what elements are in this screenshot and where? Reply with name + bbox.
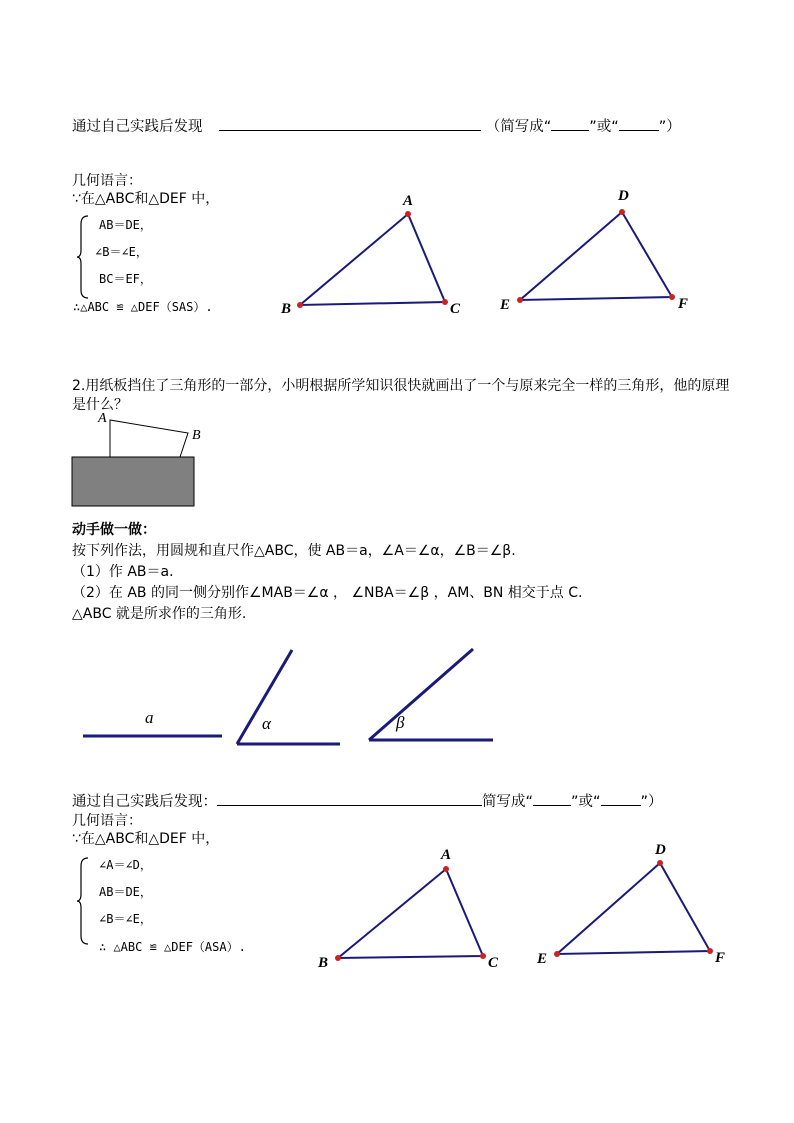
label-f: F [678,296,689,312]
conclusion-1: ∴△ABC ≌ △DEF（SAS）. [73,300,213,314]
abbr-prefix: （简写成“ [485,119,552,135]
activity-line3: （2）在 AB 的同一侧分别作∠MAB＝∠α ， ∠NBA＝∠β ，AM、BN 相交于点 C. [72,585,583,601]
label-f-2: F [715,950,726,966]
discover-label: 通过自己实践后发现 [72,119,203,135]
question2-line1: 2.用纸板挡住了三角形的一部分，小明根据所学知识很快就画出了一个与原来完全一样的三角形，他的原理 [72,378,730,394]
label-b: B [281,301,292,317]
point-c-2 [480,953,486,959]
label-c-2: C [488,955,499,971]
condition-2-1: ∠A＝∠D， [99,858,152,872]
segment-a-label: a [145,708,154,727]
board-label-a: A [98,411,107,426]
label-e-2: E [537,951,548,967]
point-d-2 [657,860,663,866]
activity-title: 动手做一做： [72,522,156,538]
discover-label-2: 通过自己实践后发现： [72,794,217,810]
label-b-2: B [318,955,329,971]
abbr-prefix-2: 简写成“ [482,794,534,810]
label-d-2: D [655,842,666,858]
abbr-mid: ”或“ [589,119,619,135]
triangle-abc-2 [335,866,486,961]
label-e: E [500,297,511,313]
board-label-b: B [192,428,201,443]
activity-line4: △ABC 就是所求作的三角形. [72,606,247,622]
given-2: ∵在△ABC和△DEF 中， [72,831,220,847]
label-c: C [450,301,461,317]
condition-3: BC＝EF， [99,272,152,286]
condition-2-2: AB＝DE， [99,885,152,899]
activity-line1: 按下列作法，用圆规和直尺作△ABC，使 AB＝a，∠A＝∠α，∠B＝∠β. [72,543,516,559]
condition-2-3: ∠B＝∠E， [99,912,152,926]
alpha-label: α [262,714,271,733]
point-b-2 [335,955,341,961]
triangle-def-2 [554,860,713,957]
point-a-2 [443,866,449,872]
abbr-mid-2: ”或“ [571,794,601,810]
given-1: ∵在△ABC和△DEF 中， [72,191,220,207]
point-f-2 [707,948,713,954]
beta-label: β [396,713,405,732]
geo-title-1: 几何语言： [72,173,142,189]
point-e-2 [554,951,560,957]
abbr-suffix-2: ”） [640,794,663,810]
label-a-2: A [441,847,452,863]
activity-line2: （1）作 AB＝a. [72,564,174,580]
question2-line2: 是什么？ [72,397,128,413]
condition-2: ∠B＝∠E， [95,245,148,259]
label-d: D [618,188,629,204]
geo-title-2: 几何语言： [72,813,142,829]
label-a: A [403,193,414,209]
abbr-suffix: ”） [658,119,681,135]
conclusion-2: ∴ △ABC ≌ △DEF（ASA）. [99,940,246,954]
condition-1: AB＝DE， [99,218,152,232]
